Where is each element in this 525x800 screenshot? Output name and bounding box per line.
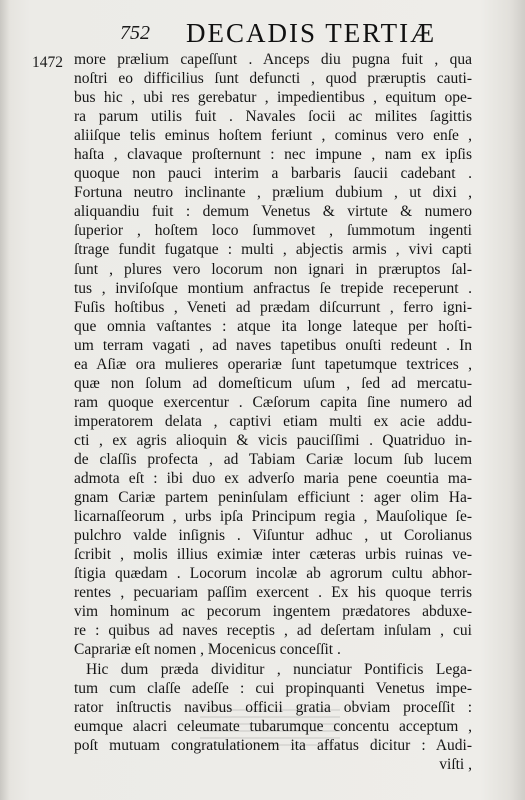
text-line: ſuperior , hoſtem loco ſummovet , ſummotum ingenti (74, 222, 472, 240)
text-line: ſtigia quædam . Locorum incolæ ab agrorum cultu abhor- (74, 565, 472, 583)
text-line: rator inſtructis navibus officii gratia obviam proceſſit : (74, 698, 472, 716)
text-line: tus , inviſoſque montium anfractus ſe trepide receperunt . (74, 279, 472, 297)
text-line: more prælium capeſſunt . Anceps diu pugna fuit , qua (74, 51, 472, 68)
text-line: pulchro valde inſignis . Viſuntur adhuc , ut Corolianus (74, 527, 472, 545)
text-line: ea Aſiæ ora mulieres operariæ ſunt tapetumque textrices , (74, 355, 472, 373)
text-line: bus hic , ubi res gerebatur , impedientibus , equitum ope- (74, 89, 472, 107)
margin-year-note: 1472 (32, 54, 63, 71)
text-line: noſtri eo difficilius ſunt defuncti , quod præruptis cauti- (74, 70, 472, 88)
text-line: quoque non pauci interim a barbaris ſaucii cadebant . (74, 165, 472, 183)
text-line: admota eſt : ibi duo ex adverſo maria pene coeuntia ma- (74, 470, 472, 488)
text-line: cti , ex agris alioquin & vicis pauciſſimi . Quatriduo in- (74, 431, 472, 449)
page-number: 752 (120, 22, 150, 44)
show-through-texture (200, 706, 340, 746)
catchword: viſti , (439, 755, 472, 773)
text-line: poſt mutuam congratulationem ita affatus dicitur : Audi- (74, 736, 472, 754)
text-line: ram quoque exercentur . Cæſorum capita ſine numero ad (74, 393, 472, 411)
text-line: aliiſque telis eminus hoſtem feriunt , cominus vero enſe , (74, 127, 472, 145)
text-line: ſcribit , molis illius eximiæ inter cæteras urbis ruinas ve- (74, 546, 472, 564)
text-line: que omnia vaſtantes : atque ita longe lateque per hoſti- (74, 317, 472, 335)
text-line: haſta , clavaque proſternunt : nec impune , nam ex ipſis (74, 146, 472, 164)
text-line: eumque alacri celeumate tubarumque concentu acceptum , (74, 717, 472, 735)
text-line: Caprariæ eſt nomen , Mocenicus conceſſit . (74, 641, 341, 659)
page-header (0, 18, 525, 48)
text-line: quæ non ſolum ad domeſticum uſum , ſed ad mercatu- (74, 374, 472, 392)
text-line: imperatorem delata , captivi etiam multi ex acie addu- (74, 412, 472, 430)
text-line: vim hominum ac pecorum ingentem prædatores abduxe- (74, 603, 472, 621)
text-line: Fuſis hoſtibus , Veneti ad prædam diſcurrunt , ferro igni- (74, 298, 472, 316)
text-line: tum cum claſſe adeſſe : cui propinquanti Venetus impe- (74, 679, 472, 697)
text-line: aliquandiu fuit : demum Venetus & virtute & numero (74, 203, 472, 221)
text-line: ra parum utilis fuit . Navales ſocii ac milites ſagittis (74, 108, 472, 126)
text-line: ſunt , plures vero locorum non ignari in præruptos ſal- (74, 260, 472, 278)
text-line: licarnaſſeorum , urbs ipſa Principum regia , Mauſolique ſe- (74, 508, 472, 526)
text-line: Fortuna neutro inclinante , prælium dubium , ut dixi , (74, 184, 472, 202)
running-title: DECADIS TERTIÆ (186, 18, 437, 48)
text-line: Hic dum præda dividitur , nunciatur Pontificis Lega- (86, 660, 472, 678)
text-line: re : quibus ad naves receptis , ad deſertam inſulam , cui (74, 622, 472, 640)
text-line: ſtrage fundit fugatque : multi , abjectis armis , vivi capti (74, 241, 472, 259)
text-line: um terram vagati , ad naves tapetibus onuſti redeunt . In (74, 336, 472, 354)
text-line: rentes , pecuariam paſſim exercent . Ex his quoque terris (74, 584, 472, 602)
body-text (74, 50, 472, 774)
text-line: gnam Cariæ partem peninſulam efficiunt : ager olim Ha- (74, 489, 472, 507)
text-line: de claſſis profecta , ad Tabiam Cariæ locum ſub lucem (74, 450, 472, 468)
